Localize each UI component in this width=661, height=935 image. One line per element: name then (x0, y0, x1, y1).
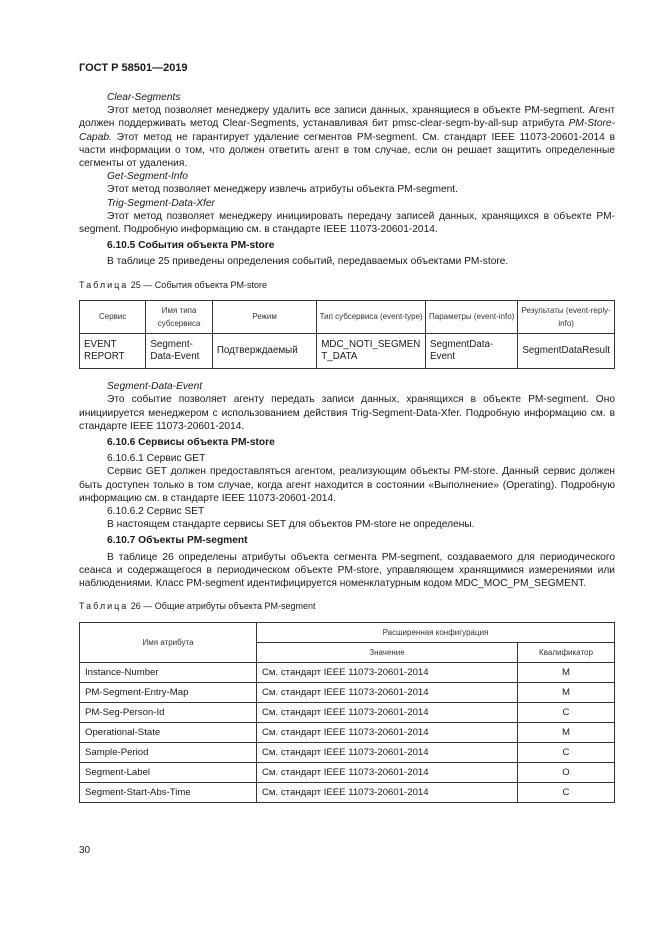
page-number: 30 (79, 845, 91, 856)
attribute-qualifier: C (518, 702, 615, 722)
table25-header: Параметры (event-info) (426, 300, 518, 333)
table25-cell: SegmentDataResult (518, 334, 615, 369)
table-row (80, 762, 615, 782)
attribute-qualifier: M (518, 662, 615, 682)
table25-cell: MDC_NOTI_SEGMENT_DATA (317, 334, 426, 369)
attribute-value: См. стандарт IEEE 11073-20601-2014 (257, 702, 518, 722)
attribute-name: PM-Seg-Person-Id (80, 702, 257, 722)
attribute-name: Segment-Label (80, 762, 257, 782)
table26-header-name: Имя атрибута (80, 622, 257, 662)
attribute-name: Instance-Number (80, 662, 257, 682)
table-row (80, 682, 615, 702)
section-text-segments: В таблице 26 определены атрибуты объекта сегмента PM-segment, создаваемого для периодического сеанса и содержащегося в периодическом объекте PM-store, управляющем хранящимися измерениями или наблюдениями. Класс PM-segment идентифицируется номенклатурным кодом MDC_MOC_PM_SEGMENT. (79, 551, 615, 590)
section-heading-events: 6.10.5 События объекта PM-store (107, 240, 275, 252)
table25-cell: SegmentData-Event (426, 334, 518, 369)
attribute-qualifier: M (518, 722, 615, 742)
table25-header: Тип субсервиса (event-type) (317, 300, 426, 333)
event-text: Это событие позволяет агенту передать записи данных, хранящихся в объекте PM-segment. Оно инициируется менеджером с использованием действия Trig-Segment-Data-Xfer. Подробную информацию см. в стандарте IEEE 11073-20601-2014. (79, 394, 615, 432)
table26-caption: Таблица 26 — Общие атрибуты объекта PM-segment (79, 601, 316, 612)
attribute-value: См. стандарт IEEE 11073-20601-2014 (257, 762, 518, 782)
table-26 (79, 622, 615, 803)
table26-header-row (80, 622, 615, 642)
subsection-get-text: Сервис GET должен предоставляться агентом, реализующим объекты PM-store. Данный сервис должен быть доступен только в том случае, когда агент находится в состоянии «Выполнение» (Operating). Подробную информацию см. в стандарте IEEE 11073-20601-2014. (79, 466, 615, 504)
table25-header: Режим (212, 300, 316, 333)
attribute-name: Segment-Start-Abs-Time (80, 782, 257, 802)
table25-cell: Segment-Data-Event (146, 334, 212, 369)
table-row (80, 662, 615, 682)
attribute-value: См. стандарт IEEE 11073-20601-2014 (257, 782, 518, 802)
method-text-trig: Этот метод позволяет менеджеру инициировать передачу записей данных, хранящихся в объекте PM-segment. Подробную информацию см. в стандарте IEEE 11073-20601-2014. (79, 210, 615, 236)
section-heading-segments: 6.10.7 Объекты PM-segment (107, 535, 248, 547)
section-text-events: В таблице 25 приведены определения событий, передаваемых объектами PM-store. (107, 256, 509, 268)
attribute-qualifier: O (518, 762, 615, 782)
table26-header-value: Значение (257, 642, 518, 662)
attribute-value: См. стандарт IEEE 11073-20601-2014 (257, 722, 518, 742)
event-title: Segment-Data-Event (107, 381, 203, 393)
method-title-get: Get-Segment-Info (107, 171, 188, 183)
table-row (80, 702, 615, 722)
attribute-qualifier: M (518, 682, 615, 702)
document-body (79, 91, 615, 803)
attribute-value: См. стандарт IEEE 11073-20601-2014 (257, 682, 518, 702)
attribute-name: PM-Segment-Entry-Map (80, 682, 257, 702)
method-text-get: Этот метод позволяет менеджеру извлечь атрибуты объекта PM-segment. (107, 184, 458, 196)
section-heading-services: 6.10.6 Сервисы объекта PM-store (107, 437, 275, 449)
attribute-name: Operational-State (80, 722, 257, 742)
subsection-set-text: В настоящем стандарте сервисы SET для объектов PM-store не определены. (107, 519, 475, 531)
table26-header-qualifier: Квалификатор (518, 642, 615, 662)
table-row (80, 742, 615, 762)
table25-header-row (80, 300, 615, 333)
table25-caption: Таблица 25 — События объекта PM-store (79, 279, 268, 290)
table25-header: Сервис (80, 300, 146, 333)
method-text-clear: Этот метод позволяет менеджеру удалить все записи данных, хранящиеся в объекте PM-segment. Агент должен поддерживать метод Clear-Segments, устанавливая бит pmsc-clear-segm-by-all-sup атрибута PM-Store-Capab. Этот метод не гарантирует удаление сегментов PM-segment. См. стандарт IEEE 11073-20601-2014 в части информации о том, что должен ответить агент в том случае, если он решает защитить определенные сегменты от удаления. (79, 105, 615, 170)
table25-header: Имя типа субсервиса (146, 300, 212, 333)
subsection-get: 6.10.6.1 Сервис GET (107, 453, 206, 465)
method-title-clear: Clear-Segments (107, 92, 181, 103)
attribute-name: Sample-Period (80, 742, 257, 762)
attribute-value: См. стандарт IEEE 11073-20601-2014 (257, 742, 518, 762)
table25-cell: Подтверждаемый (212, 334, 316, 369)
table25-header: Результаты (event-reply-info) (518, 300, 615, 333)
subsection-set: 6.10.6.2 Сервис SET (107, 506, 205, 518)
table-row (80, 782, 615, 802)
table26-header-group: Расширенная конфигурация (257, 622, 615, 642)
table-25 (79, 300, 615, 369)
table-row (80, 334, 615, 369)
attribute-qualifier: C (518, 782, 615, 802)
attribute-value: См. стандарт IEEE 11073-20601-2014 (257, 662, 518, 682)
attribute-qualifier: C (518, 742, 615, 762)
table-row (80, 722, 615, 742)
method-title-trig: Trig-Segment-Data-Xfer (107, 197, 215, 209)
document-header: ГОСТ Р 58501—2019 (79, 62, 188, 74)
table25-cell: EVENT REPORT (80, 334, 146, 369)
